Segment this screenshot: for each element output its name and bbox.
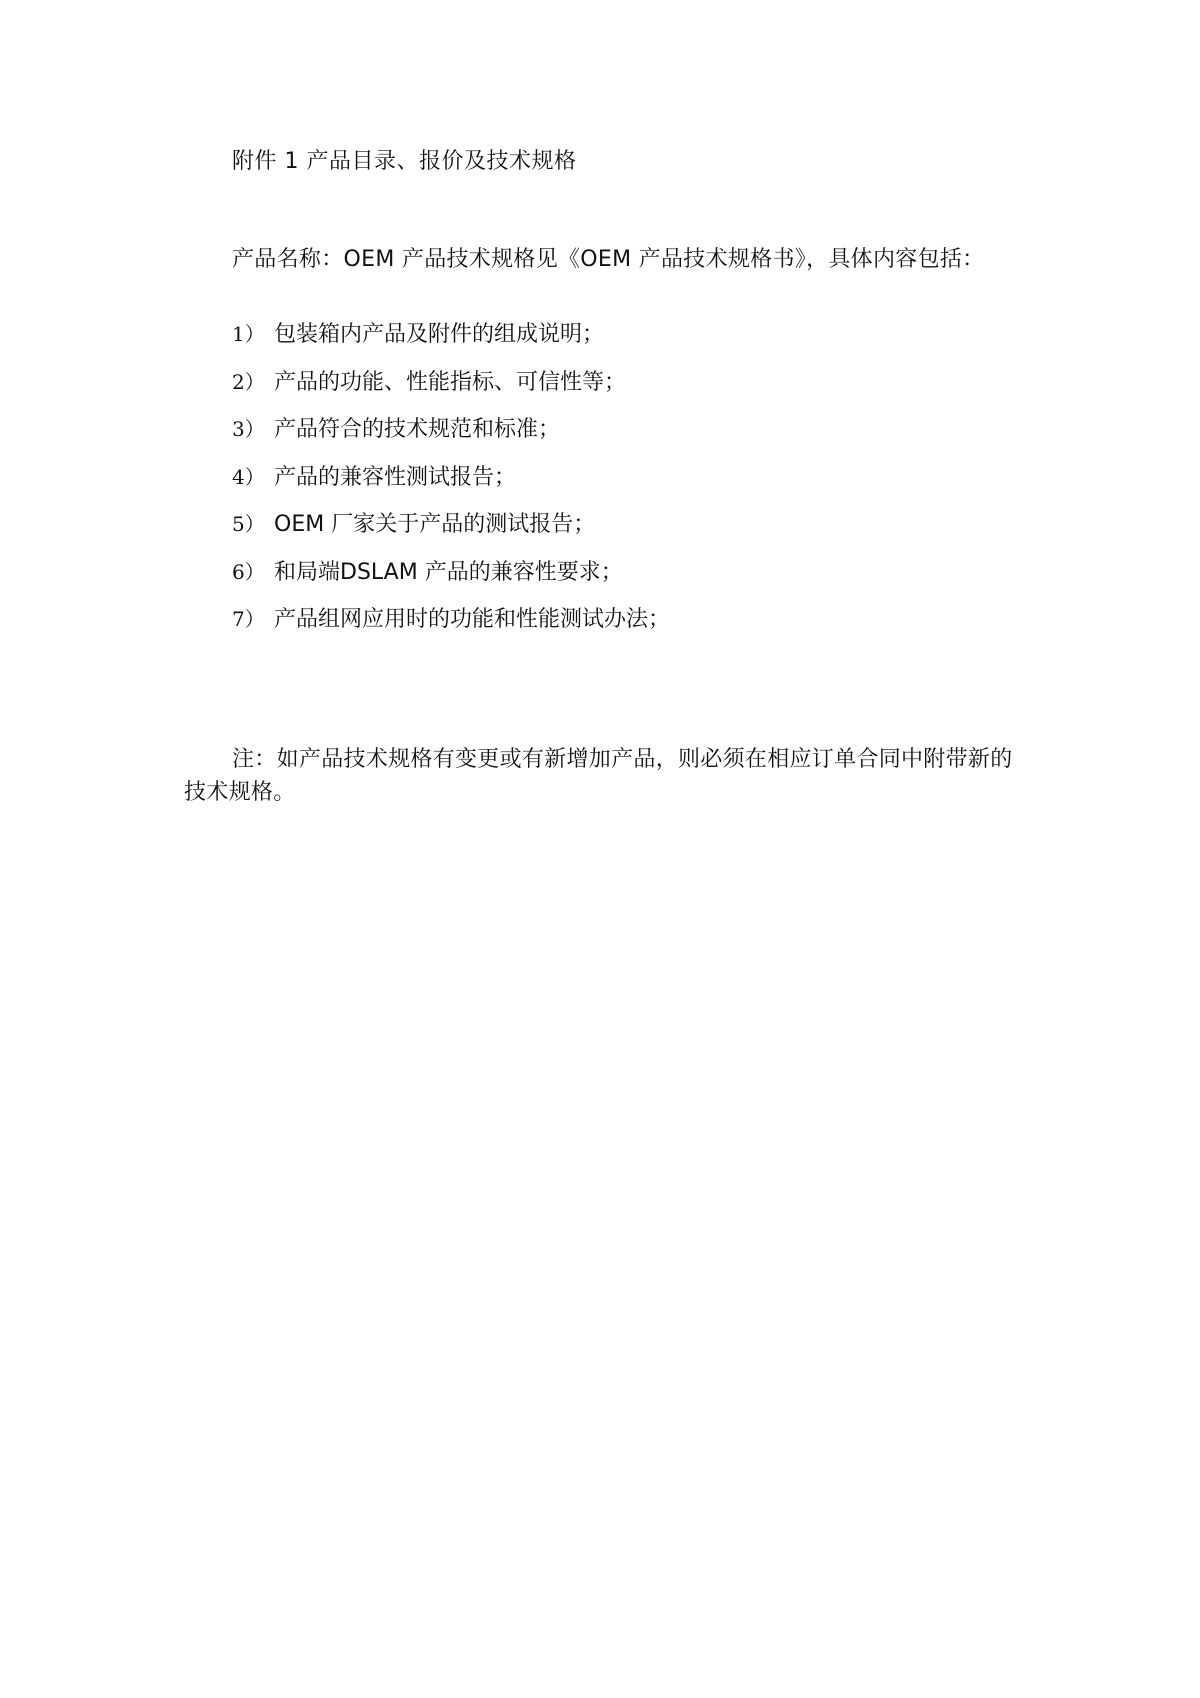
list-item-number: 1） bbox=[232, 322, 265, 346]
note-paragraph: 注：如产品技术规格有变更或有新增加产品，则必须在相应订单合同中附带新的技术规格。 bbox=[184, 747, 1013, 805]
document-title: 附件 1 产品目录、报价及技术规格 bbox=[232, 149, 577, 174]
list-item-number: 6） bbox=[232, 559, 265, 584]
list-item-text: 包装箱内产品及附件的组成说明； bbox=[274, 322, 605, 347]
intro-paragraph: 产品名称：OEM 产品技术规格见《OEM 产品技术规格书》，具体内容包括： bbox=[232, 247, 985, 272]
list-item-text: 产品的兼容性测试报告； bbox=[274, 464, 517, 490]
list-item bbox=[232, 461, 670, 509]
list-item-number: 4） bbox=[232, 464, 265, 489]
spec-content-list bbox=[232, 318, 670, 651]
list-item-number: 2） bbox=[232, 369, 265, 394]
list-item-number: 5） bbox=[232, 512, 265, 536]
list-item-text: OEM 厂家关于产品的测试报告； bbox=[274, 512, 596, 537]
list-item bbox=[232, 556, 670, 604]
list-item-text: 产品符合的技术规范和标准； bbox=[274, 417, 561, 442]
list-item bbox=[232, 413, 670, 461]
list-item-number: 7） bbox=[232, 607, 265, 631]
list-item bbox=[232, 318, 670, 366]
list-item bbox=[232, 366, 670, 414]
list-item-number: 3） bbox=[232, 417, 265, 441]
list-item-text: 产品组网应用时的功能和性能测试办法； bbox=[274, 607, 671, 632]
list-item bbox=[232, 603, 670, 651]
list-item-text: 产品的功能、性能指标、可信性等； bbox=[274, 369, 627, 395]
list-item bbox=[232, 508, 670, 556]
list-item-text: 和局端DSLAM 产品的兼容性要求； bbox=[274, 559, 623, 585]
